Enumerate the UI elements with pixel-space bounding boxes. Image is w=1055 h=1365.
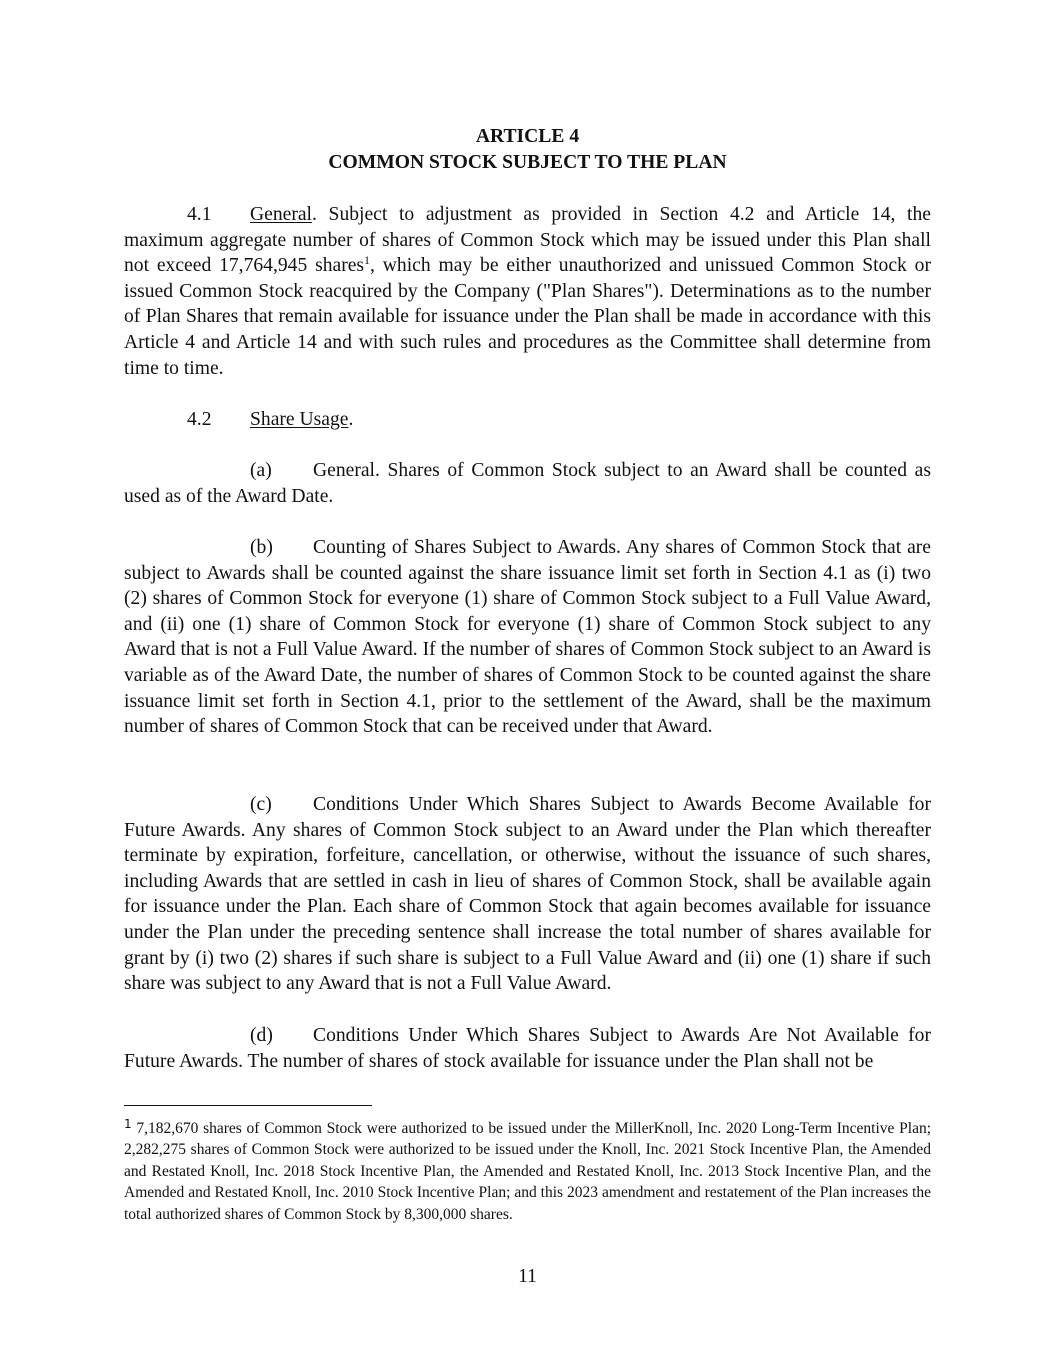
- article-heading: [0, 124, 1055, 175]
- section-number: 4.1: [187, 204, 212, 225]
- section-text-continued: , which may be either unauthorized and unissued Common Stock or issued Common Stock reacquired by the Company ("Plan Shares"). Determinations as to the number of Plan Shares that remain available for issuance under the Plan shall be made in accordance with this Article 4 and Article 14 and with such rules and procedures as the Committee shall determine from time to time.: [124, 255, 931, 379]
- subsection-label: (d): [250, 1025, 273, 1046]
- footnote-text: 7,182,670 shares of Common Stock were authorized to be issued under the MillerKnoll, Inc. 2020 Long-Term Incentive Plan; 2,282,275 shares of Common Stock were authorized to be issued under the Knoll, Inc. 2021 Stock Incentive Plan, the Amended and Restated Knoll, Inc. 2018 Stock Incentive Plan, the Amended and Restated Knoll, Inc. 2013 Stock Incentive Plan, and the Amended and Restated Knoll, Inc. 2010 Stock Incentive Plan; and this 2023 amendment and restatement of the Plan increases the total authorized shares of Common Stock by 8,300,000 shares.: [124, 1120, 932, 1223]
- subsection-label: (a): [250, 460, 272, 481]
- section-text: . Subject to adjustment as provided in Section 4.2 and Article 14, the maximum aggregate number of shares of Common Stock which may be issued under this Plan shall not exceed 17,764,945 shares: [124, 204, 931, 277]
- footnote: [124, 1118, 931, 1225]
- subsection-text: Conditions Under Which Shares Subject to Awards Are Not Available for Future Awards. The number of shares of stock available for issuance under the Plan shall not be: [124, 1025, 931, 1072]
- subsection-b: [124, 535, 931, 740]
- footnote-reference: 1: [364, 253, 371, 268]
- subsection-c: [124, 792, 931, 997]
- subsection-text: Conditions Under Which Shares Subject to Awards Become Available for Future Awards. Any shares of Common Stock subject to an Award under the Plan which thereafter terminate by expiration, forfeiture, cancellation, or otherwise, without the issuance of such shares, including Awards that are settled in cash in lieu of shares of Common Stock, shall be available again for issuance under the Plan. Each share of Common Stock that again becomes available for issuance under the Plan under the preceding sentence shall increase the total number of shares available for grant by (i) two (2) shares if such share is subject to a Full Value Award and (ii) one (1) share if such share was subject to any Award that is not a Full Value Award.: [124, 794, 931, 995]
- subsection-label: (b): [250, 537, 273, 558]
- section-number: 4.2: [187, 409, 212, 430]
- article-number: ARTICLE 4: [475, 126, 580, 147]
- page-number: 11: [518, 1266, 537, 1287]
- section-heading-period: .: [348, 409, 354, 430]
- footnote-mark: 1: [124, 1117, 132, 1131]
- section-4-1: [124, 202, 931, 381]
- subsection-a: [124, 458, 931, 509]
- article-title: COMMON STOCK SUBJECT TO THE PLAN: [328, 151, 727, 173]
- section-4-2: [124, 407, 931, 433]
- subsection-text: General. Shares of Common Stock subject to an Award shall be counted as used as of the Award Date.: [124, 460, 931, 507]
- subsection-d: [124, 1023, 931, 1074]
- section-heading: General: [250, 204, 313, 225]
- section-heading: Share Usage: [250, 409, 349, 430]
- subsection-label: (c): [250, 794, 272, 815]
- subsection-text: Counting of Shares Subject to Awards. Any shares of Common Stock that are subject to Awards shall be counted against the share issuance limit set forth in Section 4.1 as (i) two (2) shares of Common Stock for everyone (1) share of Common Stock subject to a Full Value Award, and (ii) one (1) share of Common Stock for everyone (1) share of Common Stock subject to any Award that is not a Full Value Award. If the number of shares of Common Stock subject to an Award is variable as of the Award Date, the number of shares of Common Stock to be counted against the share issuance limit set forth in Section 4.1, prior to the settlement of the Award, shall be the maximum number of shares of Common Stock that can be received under that Award.: [124, 537, 931, 738]
- footnote-divider: [124, 1105, 372, 1106]
